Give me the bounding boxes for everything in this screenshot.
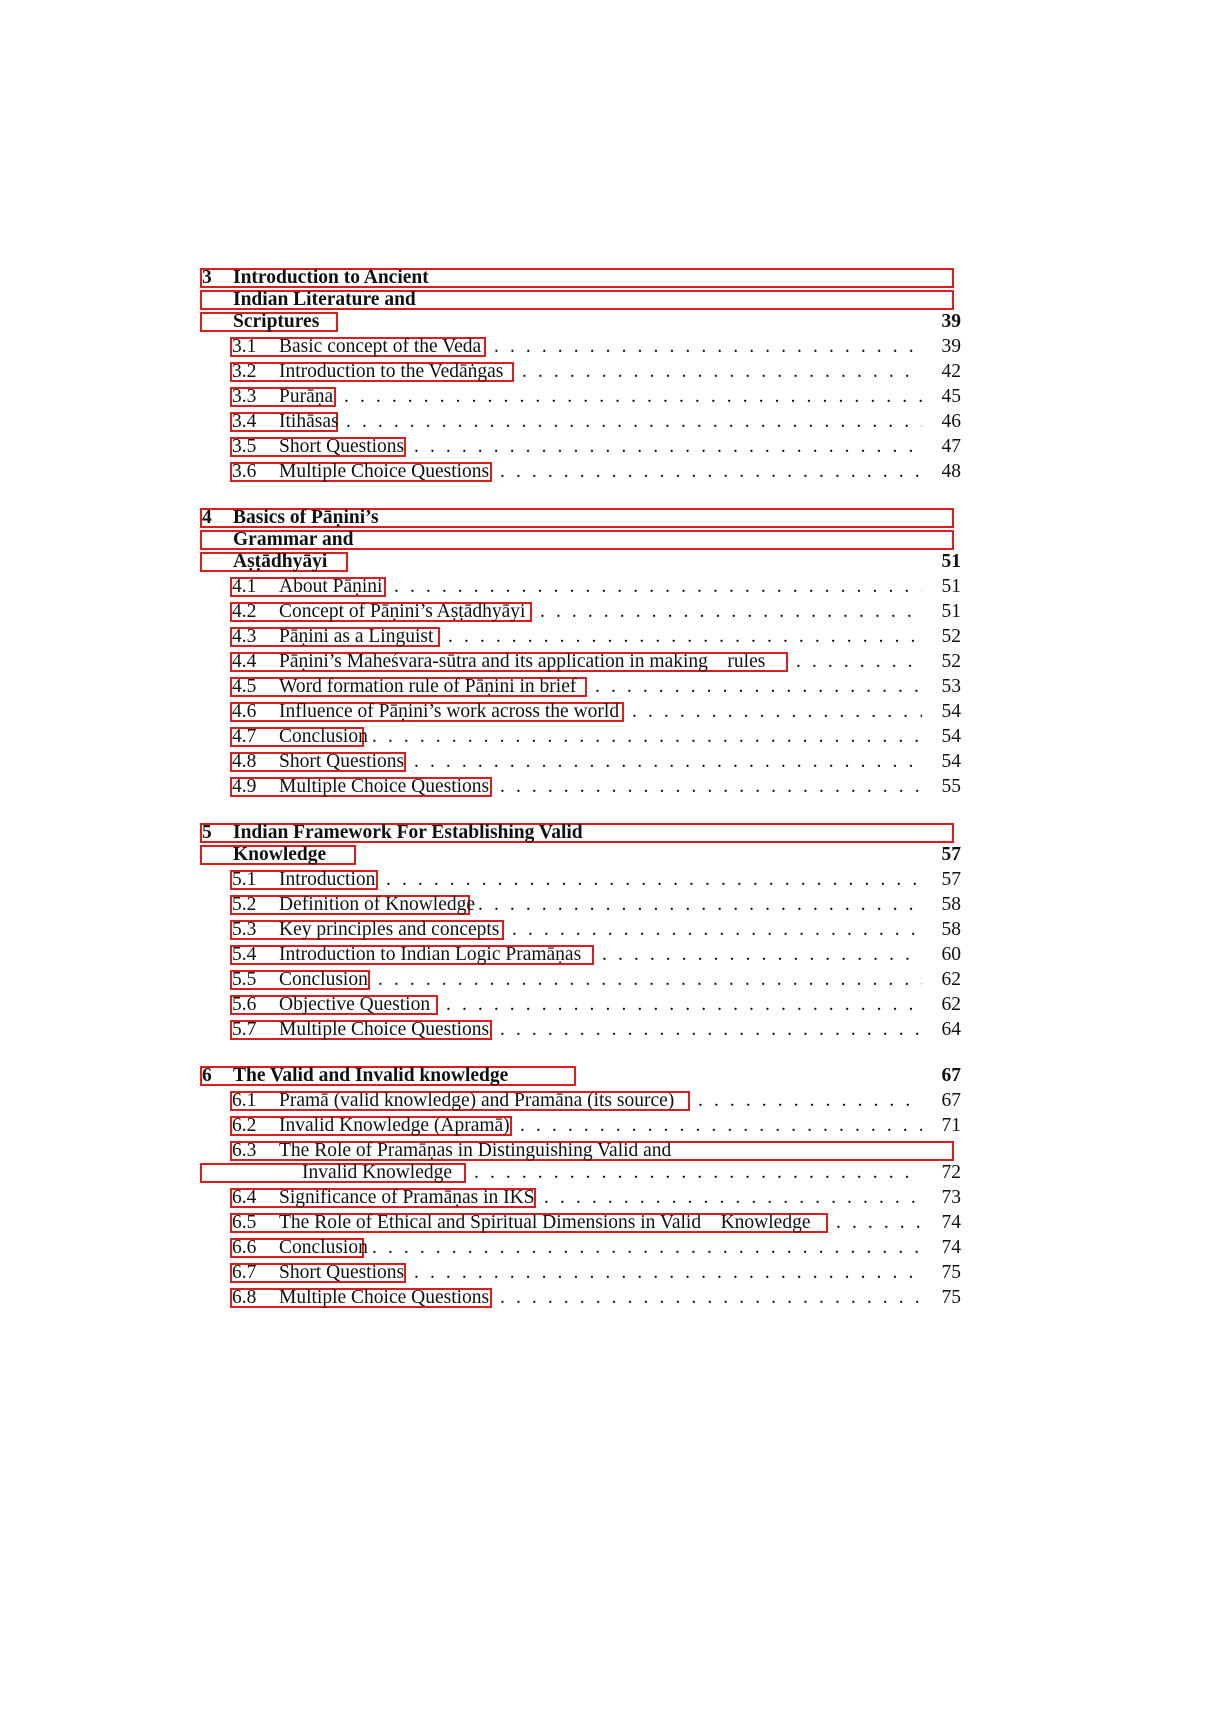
toc-entry xyxy=(0,942,1214,968)
section-page-number: 58 xyxy=(941,894,961,915)
dot-leader xyxy=(448,624,922,650)
toc-entry xyxy=(0,1210,1214,1236)
section-number: 4.3 xyxy=(232,626,257,647)
section-title: Significance of Pramāṇas in IKS xyxy=(279,1187,535,1208)
chapter-page-number: 39 xyxy=(941,311,961,332)
section-page-number: 55 xyxy=(941,776,961,797)
section-number: 6.6 xyxy=(232,1237,257,1258)
dot-leader xyxy=(602,942,922,968)
section-title: About Pāṇini xyxy=(279,576,383,597)
dot-leader xyxy=(394,574,922,600)
section-page-number: 74 xyxy=(941,1237,961,1258)
toc-entry xyxy=(0,1285,1214,1311)
chapter-title: Indian Literature and xyxy=(233,289,416,310)
section-number: 5.1 xyxy=(232,869,257,890)
toc-entry xyxy=(0,724,1214,750)
section-page-number: 64 xyxy=(941,1019,961,1040)
toc-entry xyxy=(0,967,1214,993)
section-page-number: 47 xyxy=(941,436,961,457)
section-title: Invalid Knowledge (Apramā) xyxy=(279,1115,510,1136)
dot-leader xyxy=(446,992,922,1018)
dot-leader xyxy=(414,749,922,775)
section-title: Introduction to the Vedāṅgas xyxy=(279,361,504,382)
section-page-number: 73 xyxy=(941,1187,961,1208)
chapter-title: Grammar and xyxy=(233,529,354,550)
dot-leader xyxy=(698,1088,922,1114)
section-page-number: 54 xyxy=(941,701,961,722)
section-page-number: 72 xyxy=(941,1162,961,1183)
section-number: 6.8 xyxy=(232,1287,257,1308)
section-page-number: 45 xyxy=(941,386,961,407)
toc-entry xyxy=(0,1017,1214,1043)
dot-leader xyxy=(494,334,922,360)
section-title: Pāṇini’s Maheśvara-sūtra and its application in making rules xyxy=(279,651,766,672)
section-number: 5.2 xyxy=(232,894,257,915)
dot-leader xyxy=(796,649,922,675)
toc-entry xyxy=(0,459,1214,485)
section-title: Introduction xyxy=(279,869,376,890)
section-page-number: 54 xyxy=(941,726,961,747)
section-title: Influence of Pāṇini’s work across the world xyxy=(279,701,620,722)
dot-leader xyxy=(474,1160,922,1186)
section-number: 6.3 xyxy=(232,1140,257,1161)
section-number: 4.9 xyxy=(232,776,257,797)
section-number: 3.4 xyxy=(232,411,257,432)
section-title: Key principles and concepts xyxy=(279,919,500,940)
section-page-number: 51 xyxy=(941,601,961,622)
section-title: Multiple Choice Questions xyxy=(279,776,490,797)
toc-entry xyxy=(0,599,1214,625)
section-page-number: 42 xyxy=(941,361,961,382)
section-number: 5.4 xyxy=(232,944,257,965)
chapter-title: The Valid and Invalid knowledge xyxy=(233,1065,509,1086)
toc-entry xyxy=(0,917,1214,943)
section-number: 6.7 xyxy=(232,1262,257,1283)
toc-entry xyxy=(0,892,1214,918)
toc-entry xyxy=(0,409,1214,435)
section-page-number: 62 xyxy=(941,969,961,990)
section-title: Conclusion xyxy=(279,726,368,747)
dot-leader xyxy=(540,599,922,625)
dot-leader xyxy=(836,1210,922,1236)
chapter-title: Aṣṭādhyāyi xyxy=(233,551,328,572)
dot-leader xyxy=(414,434,922,460)
dot-leader xyxy=(500,459,922,485)
section-number: 4.8 xyxy=(232,751,257,772)
section-page-number: 39 xyxy=(941,336,961,357)
section-number: 4.1 xyxy=(232,576,257,597)
dot-leader xyxy=(512,917,922,943)
section-title: Concept of Pāṇini’s Aṣṭādhyāyi xyxy=(279,601,526,622)
section-page-number: 75 xyxy=(941,1287,961,1308)
toc-entry xyxy=(0,574,1214,600)
dot-leader xyxy=(386,867,922,893)
toc-entry xyxy=(0,359,1214,385)
section-title: Conclusion xyxy=(279,969,368,990)
section-page-number: 75 xyxy=(941,1262,961,1283)
dot-leader xyxy=(632,699,922,725)
section-page-number: 71 xyxy=(941,1115,961,1136)
chapter-heading xyxy=(0,1063,1214,1089)
section-number: 3.5 xyxy=(232,436,257,457)
section-number: 4.6 xyxy=(232,701,257,722)
section-title: Basic concept of the Veda xyxy=(279,336,482,357)
section-number: 6.5 xyxy=(232,1212,257,1233)
section-page-number: 53 xyxy=(941,676,961,697)
section-number: 5.7 xyxy=(232,1019,257,1040)
dot-leader xyxy=(500,1285,922,1311)
section-page-number: 62 xyxy=(941,994,961,1015)
dot-leader xyxy=(522,359,922,385)
dot-leader xyxy=(595,674,922,700)
section-number: 3.3 xyxy=(232,386,257,407)
section-title: Multiple Choice Questions xyxy=(279,1287,490,1308)
section-number: 6.4 xyxy=(232,1187,257,1208)
section-title: Short Questions xyxy=(279,751,405,772)
section-title: Definition of Knowledge xyxy=(279,894,476,915)
section-title: Multiple Choice Questions xyxy=(279,461,490,482)
dot-leader xyxy=(378,967,922,993)
section-title: Word formation rule of Pāṇini in brief xyxy=(279,676,577,697)
toc-entry xyxy=(0,1260,1214,1286)
dot-leader xyxy=(500,1017,922,1043)
section-page-number: 58 xyxy=(941,919,961,940)
section-number: 3.2 xyxy=(232,361,257,382)
section-page-number: 67 xyxy=(941,1090,961,1111)
dot-leader xyxy=(372,1235,922,1261)
chapter-number: 4 xyxy=(202,507,212,528)
chapter-title: Indian Framework For Establishing Valid xyxy=(233,822,583,843)
section-title: The Role of Pramāṇas in Distinguishing Valid and xyxy=(279,1140,672,1161)
section-title: The Role of Ethical and Spiritual Dimensions in Valid Knowledge xyxy=(279,1212,811,1233)
dot-leader xyxy=(478,892,922,918)
chapter-page-number: 51 xyxy=(941,551,961,572)
section-number: 3.6 xyxy=(232,461,257,482)
section-page-number: 54 xyxy=(941,751,961,772)
section-title: Pāṇini as a Linguist xyxy=(279,626,434,647)
toc-entry xyxy=(0,1113,1214,1139)
chapter-heading xyxy=(0,549,1214,575)
section-page-number: 52 xyxy=(941,626,961,647)
section-title: Conclusion xyxy=(279,1237,368,1258)
section-page-number: 48 xyxy=(941,461,961,482)
toc-entry xyxy=(0,624,1214,650)
dot-leader xyxy=(414,1260,922,1286)
chapter-heading xyxy=(0,842,1214,868)
section-title: Multiple Choice Questions xyxy=(279,1019,490,1040)
section-title: Short Questions xyxy=(279,1262,405,1283)
section-title: Purāṇa xyxy=(279,386,334,407)
toc-entry-continued xyxy=(0,1160,1214,1186)
section-title: Introduction to Indian Logic Pramāṇas xyxy=(279,944,582,965)
toc-entry xyxy=(0,384,1214,410)
chapter-title: Introduction to Ancient xyxy=(233,267,429,288)
toc-entry xyxy=(0,774,1214,800)
dot-leader xyxy=(346,409,922,435)
chapter-title: Scriptures xyxy=(233,311,320,332)
section-title-continued: Invalid Knowledge xyxy=(302,1162,453,1183)
chapter-heading xyxy=(0,309,1214,335)
section-page-number: 51 xyxy=(941,576,961,597)
toc-entry xyxy=(0,699,1214,725)
chapter-number: 5 xyxy=(202,822,212,843)
section-number: 4.7 xyxy=(232,726,257,747)
chapter-number: 6 xyxy=(202,1065,212,1086)
section-title: Pramā (valid knowledge) and Pramāna (its source) xyxy=(279,1090,675,1111)
chapter-number: 3 xyxy=(202,267,212,288)
section-number: 4.2 xyxy=(232,601,257,622)
section-page-number: 60 xyxy=(941,944,961,965)
section-page-number: 52 xyxy=(941,651,961,672)
toc-entry xyxy=(0,649,1214,675)
chapter-title: Knowledge xyxy=(233,844,327,865)
toc-entry xyxy=(0,992,1214,1018)
chapter-title: Basics of Pāṇini’s xyxy=(233,507,379,528)
section-number: 6.1 xyxy=(232,1090,257,1111)
toc-entry xyxy=(0,674,1214,700)
toc-entry xyxy=(0,1185,1214,1211)
section-page-number: 46 xyxy=(941,411,961,432)
toc-entry xyxy=(0,1088,1214,1114)
toc-entry xyxy=(0,749,1214,775)
dot-leader xyxy=(372,724,922,750)
toc-entry xyxy=(0,334,1214,360)
section-number: 5.5 xyxy=(232,969,257,990)
dot-leader xyxy=(344,384,922,410)
section-title: Short Questions xyxy=(279,436,405,457)
section-page-number: 74 xyxy=(941,1212,961,1233)
toc-entry xyxy=(0,434,1214,460)
section-number: 6.2 xyxy=(232,1115,257,1136)
section-number: 3.1 xyxy=(232,336,257,357)
section-number: 4.5 xyxy=(232,676,257,697)
toc-entry xyxy=(0,1235,1214,1261)
section-number: 5.6 xyxy=(232,994,257,1015)
chapter-page-number: 67 xyxy=(941,1065,961,1086)
section-page-number: 57 xyxy=(941,869,961,890)
chapter-page-number: 57 xyxy=(941,844,961,865)
toc-entry xyxy=(0,867,1214,893)
section-title: Objective Question xyxy=(279,994,431,1015)
dot-leader xyxy=(500,774,922,800)
dot-leader xyxy=(520,1113,922,1139)
dot-leader xyxy=(544,1185,922,1211)
section-number: 5.3 xyxy=(232,919,257,940)
section-title: Itihāsas xyxy=(279,411,339,432)
section-number: 4.4 xyxy=(232,651,257,672)
